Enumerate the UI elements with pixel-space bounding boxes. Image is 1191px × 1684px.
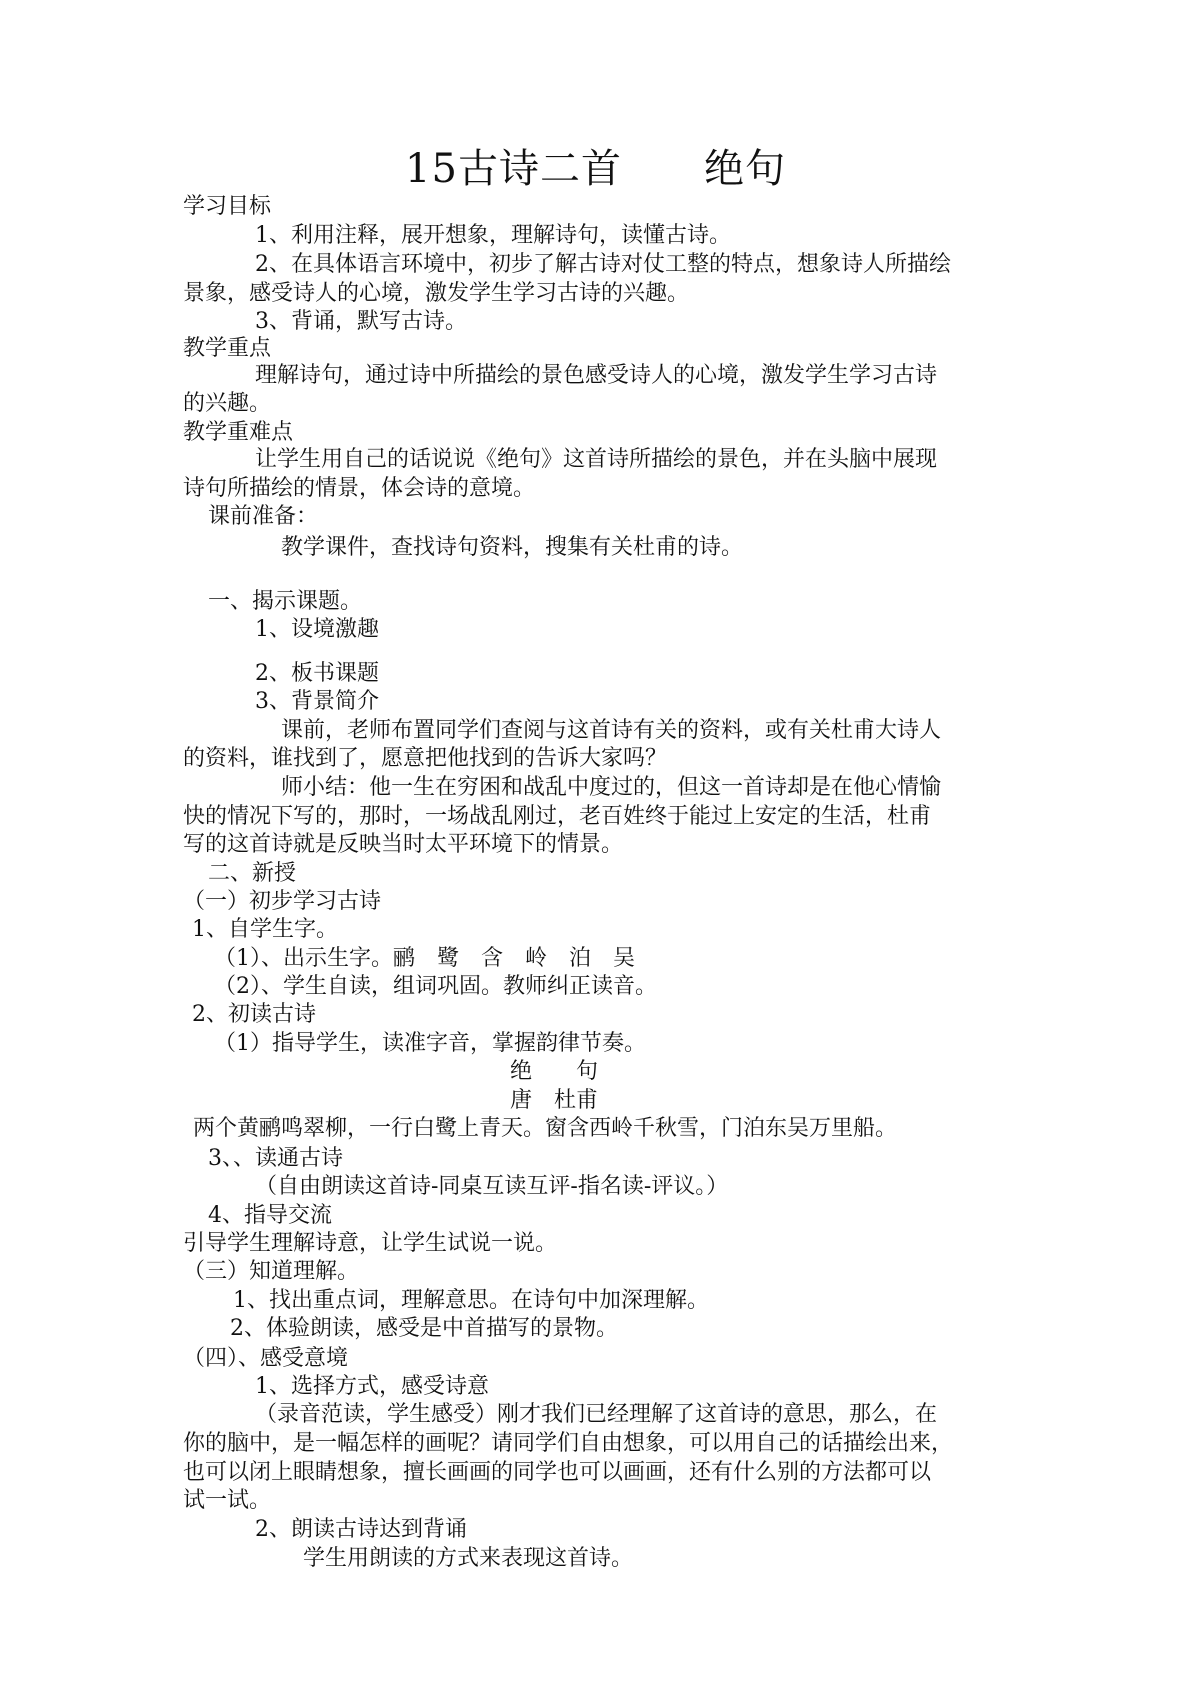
sub-4-item-1-line-4: 试一试。 [183, 1488, 272, 1513]
sub-3-heading: （三）知道理解。 [183, 1259, 360, 1284]
summary-line-2: 快的情况下写的，那时，一场战乱刚过，老百姓终于能过上安定的生活，杜甫 [183, 804, 932, 829]
difficulty-heading: 教学重难点 [183, 420, 294, 445]
sub-4-heading: （四）、感受意境 [183, 1346, 349, 1371]
goal-2-line-1: 2、在具体语言环境中，初步了解古诗对仗工整的特点，想象诗人所描绘 [255, 252, 951, 277]
poem-text: 两个黄鹂鸣翠柳，一行白鹭上青天。窗含西岭千秋雪，门泊东吴万里船。 [193, 1116, 898, 1141]
background-line-2: 的资料，谁找到了，愿意把他找到的告诉大家吗？ [183, 746, 668, 771]
sub-1-item-2-a: （1）指导学生，读准字音，掌握韵律节奏。 [214, 1031, 646, 1056]
part-1-item-2: 2、板书课题 [255, 661, 379, 686]
difficulty-line-1: 让学生用自己的话说说《绝句》这首诗所描绘的景色，并在头脑中展现 [255, 447, 938, 472]
sub-3-item-2: 2、体验朗读，感受是中首描写的景物。 [230, 1316, 618, 1341]
sub-4-item-1-line-1: （录音范读，学生感受）刚才我们已经理解了这首诗的意思，那么，在 [255, 1402, 938, 1427]
goal-3: 3、背诵，默写古诗。 [255, 309, 467, 334]
sub-1-item-1-b: （2）、学生自读，组词巩固。教师纠正读音。 [214, 974, 657, 999]
focus-heading: 教学重点 [183, 336, 272, 361]
poem-title: 绝 句 [510, 1059, 599, 1084]
summary-line-1: 师小结：他一生在穷困和战乱中度过的，但这一首诗却是在他心情愉 [281, 775, 942, 800]
sub-1-item-4: 4、指导交流 [208, 1203, 332, 1228]
background-line-1: 课前，老师布置同学们查阅与这首诗有关的资料，或有关杜甫大诗人 [281, 718, 942, 743]
sub-4-item-1-line-3: 也可以闭上眼睛想象，擅长画画的同学也可以画画，还有什么别的方法都可以 [183, 1460, 932, 1485]
sub-1-heading: （一）初步学习古诗 [183, 889, 382, 914]
sub-1-item-3: 3、、读通古诗 [208, 1146, 343, 1171]
focus-line-2: 的兴趣。 [183, 391, 272, 416]
goals-heading: 学习目标 [183, 194, 272, 219]
sub-4-item-2: 2、朗读古诗达到背诵 [255, 1517, 467, 1542]
goal-1: 1、利用注释，展开想象，理解诗句，读懂古诗。 [255, 223, 731, 248]
sub-1-item-1-a: （1）、出示生字。鹂 鹭 含 岭 泊 吴 [214, 946, 635, 971]
part-2-heading: 二、新授 [208, 861, 297, 886]
focus-line-1: 理解诗句，通过诗中所描绘的景色感受诗人的心境，激发学生学习古诗 [255, 363, 938, 388]
sub-4-item-1-line-2: 你的脑中，是一幅怎样的画呢？请同学们自由想象，可以用自己的话描绘出来， [183, 1431, 954, 1456]
summary-line-3: 写的这首诗就是反映当时太平环境下的情景。 [183, 832, 624, 857]
sub-4-item-2-a: 学生用朗读的方式来表现这首诗。 [303, 1546, 634, 1571]
part-1-heading: 一、揭示课题。 [208, 589, 363, 614]
prep-heading: 课前准备： [208, 504, 319, 529]
sub-1-item-3-a: （自由朗读这首诗-同桌互读互评-指名读-评议。） [255, 1174, 729, 1199]
prep-text: 教学课件，查找诗句资料，搜集有关杜甫的诗。 [281, 535, 744, 560]
part-1-item-3: 3、背景简介 [255, 689, 379, 714]
page-title: 15古诗二首 绝句 [405, 146, 786, 192]
difficulty-line-2: 诗句所描绘的情景，体会诗的意境。 [183, 476, 536, 501]
sub-3-item-1: 1、找出重点词，理解意思。在诗句中加深理解。 [233, 1288, 709, 1313]
sub-1-item-2: 2、初读古诗 [192, 1002, 316, 1027]
poem-author: 唐 杜甫 [510, 1088, 599, 1113]
goal-2-line-2: 景象，感受诗人的心境，激发学生学习古诗的兴趣。 [183, 281, 690, 306]
sub-1-item-1: 1、自学生字。 [192, 917, 338, 942]
sub-1-item-4-a: 引导学生理解诗意，让学生试说一说。 [183, 1231, 558, 1256]
sub-4-item-1: 1、选择方式，感受诗意 [255, 1374, 489, 1399]
part-1-item-1: 1、设境激趣 [255, 617, 379, 642]
